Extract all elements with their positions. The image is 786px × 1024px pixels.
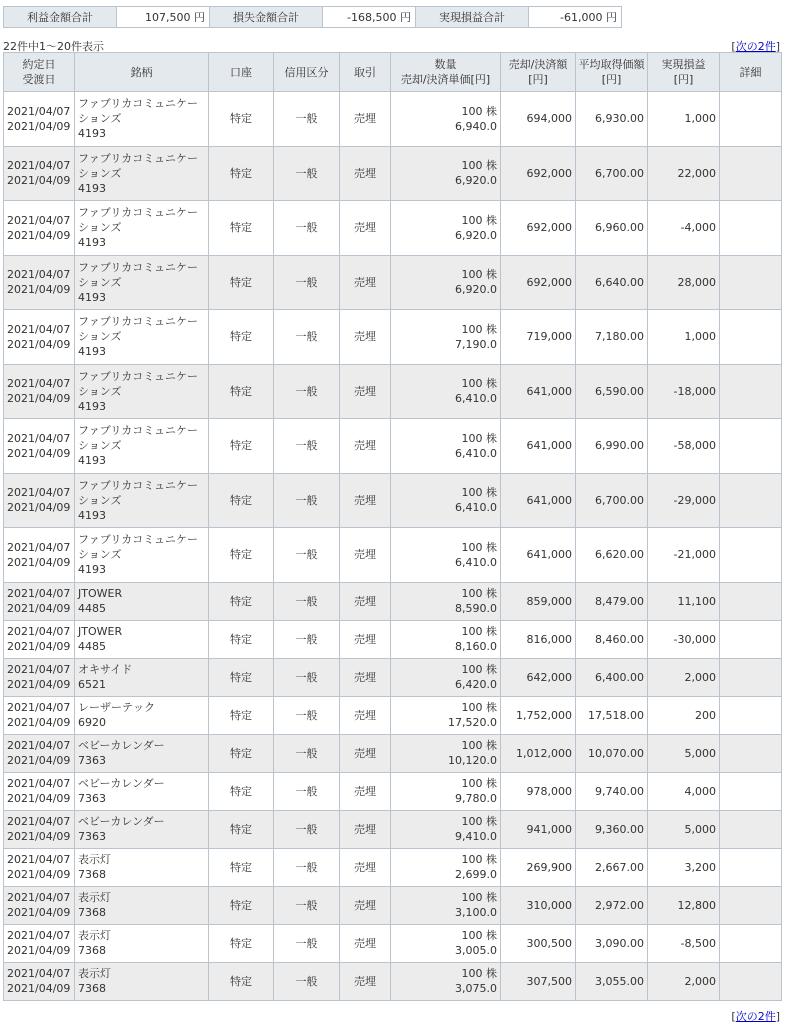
table-row [4,255,782,310]
security-code: 4193 [78,399,106,413]
security-cell [75,924,209,962]
trade-dates: 2021/04/07 2021/04/09 [4,92,75,147]
account-type: 特定 [209,848,274,886]
detail-cell [720,92,782,147]
average-cost: 2,667.00 [576,848,648,886]
table-row [4,310,782,365]
account-type: 特定 [209,92,274,147]
credit-type: 一般 [274,924,340,962]
quantity-price: 100 株 9,780.0 [391,772,501,810]
security-cell [75,810,209,848]
average-cost: 6,700.00 [576,146,648,201]
settlement-amount: 300,500 [501,924,576,962]
table-header-row [4,53,782,92]
detail-cell [720,886,782,924]
quantity-price: 100 株 6,410.0 [391,473,501,528]
credit-type: 一般 [274,582,340,620]
pager-bottom: [次の2件] [731,1010,780,1023]
quantity-price: 100 株 17,520.0 [391,696,501,734]
security-name: JTOWER [78,625,123,638]
credit-type: 一般 [274,772,340,810]
trade-type: 売埋 [340,528,391,583]
security-name: ファブリカコミュニケーションズ [78,97,199,126]
quantity-price: 100 株 3,005.0 [391,924,501,962]
realized-pl: -18,000 [648,364,720,419]
average-cost: 3,090.00 [576,924,648,962]
trade-dates: 2021/04/07 2021/04/09 [4,620,75,658]
table-row [4,364,782,419]
security-name: ファブリカコミュニケーションズ [78,206,199,235]
header-name: 銘柄 [75,53,209,92]
security-name: ファブリカコミュニケーションズ [78,424,199,453]
trade-dates: 2021/04/07 2021/04/09 [4,473,75,528]
pager-top: [次の2件] [731,40,780,53]
quantity-price: 100 株 2,699.0 [391,848,501,886]
table-row [4,473,782,528]
realized-pl: 200 [648,696,720,734]
security-name: 表示灯 [78,853,111,866]
account-type: 特定 [209,364,274,419]
quantity-price: 100 株 6,940.0 [391,92,501,147]
account-type: 特定 [209,255,274,310]
detail-cell [720,146,782,201]
settlement-amount: 859,000 [501,582,576,620]
quantity-price: 100 株 6,920.0 [391,201,501,256]
realized-pl: 11,100 [648,582,720,620]
realized-pl: -30,000 [648,620,720,658]
detail-cell [720,310,782,365]
realized-pl: 28,000 [648,255,720,310]
trade-dates: 2021/04/07 2021/04/09 [4,364,75,419]
security-code: 4193 [78,345,106,359]
security-cell [75,886,209,924]
account-type: 特定 [209,146,274,201]
settlement-amount: 692,000 [501,146,576,201]
security-cell [75,582,209,620]
table-row [4,201,782,256]
detail-cell [720,473,782,528]
account-type: 特定 [209,582,274,620]
average-cost: 6,640.00 [576,255,648,310]
account-type: 特定 [209,810,274,848]
profit-total-value: 107,500 円 [117,7,210,28]
settlement-amount: 642,000 [501,658,576,696]
detail-cell [720,772,782,810]
account-type: 特定 [209,696,274,734]
security-cell [75,696,209,734]
settlement-amount: 1,012,000 [501,734,576,772]
average-cost: 6,930.00 [576,92,648,147]
security-cell [75,962,209,1000]
detail-cell [720,528,782,583]
security-code: 6920 [78,716,106,729]
header-account: 口座 [209,53,274,92]
settlement-amount: 307,500 [501,962,576,1000]
credit-type: 一般 [274,886,340,924]
table-row [4,696,782,734]
trade-history-table [3,52,782,1001]
loss-total-label: 損失金額合計 [210,7,323,28]
next-page-link[interactable]: 次の2件 [735,40,776,53]
credit-type: 一般 [274,848,340,886]
account-type: 特定 [209,419,274,474]
trade-type: 売埋 [340,473,391,528]
average-cost: 6,400.00 [576,658,648,696]
security-name: ファブリカコミュニケーションズ [78,260,199,289]
credit-type: 一般 [274,364,340,419]
average-cost: 9,740.00 [576,772,648,810]
security-name: レーザーテック [78,701,155,714]
credit-type: 一般 [274,734,340,772]
security-cell [75,772,209,810]
realized-pl: 5,000 [648,734,720,772]
security-cell [75,528,209,583]
credit-type: 一般 [274,696,340,734]
trade-type: 売埋 [340,201,391,256]
security-code: 7368 [78,982,106,995]
security-code: 7363 [78,792,106,805]
settlement-amount: 941,000 [501,810,576,848]
quantity-price: 100 株 6,920.0 [391,255,501,310]
table-row [4,528,782,583]
header-detail: 詳細 [720,53,782,92]
security-name: ファブリカコミュニケーションズ [78,151,199,180]
detail-cell [720,620,782,658]
detail-cell [720,419,782,474]
trade-dates: 2021/04/07 2021/04/09 [4,419,75,474]
credit-type: 一般 [274,92,340,147]
trade-dates: 2021/04/07 2021/04/09 [4,201,75,256]
settlement-amount: 269,900 [501,848,576,886]
security-name: ベビーカレンダー [78,815,165,828]
trade-type: 売埋 [340,92,391,147]
quantity-price: 100 株 6,920.0 [391,146,501,201]
quantity-price: 100 株 6,410.0 [391,364,501,419]
trade-type: 売埋 [340,772,391,810]
trade-dates: 2021/04/07 2021/04/09 [4,962,75,1000]
security-name: ファブリカコミュニケーションズ [78,533,199,562]
detail-cell [720,582,782,620]
security-name: ベビーカレンダー [78,777,165,790]
security-cell [75,201,209,256]
security-name: 表示灯 [78,891,111,904]
header-avg-cost: 平均取得価額 [円] [576,53,648,92]
header-realized-pl: 実現損益 [円] [648,53,720,92]
settlement-amount: 719,000 [501,310,576,365]
realized-pl: 12,800 [648,886,720,924]
table-row [4,419,782,474]
credit-type: 一般 [274,810,340,848]
realized-pl: -4,000 [648,201,720,256]
realized-pl: -21,000 [648,528,720,583]
quantity-price: 100 株 8,160.0 [391,620,501,658]
trade-dates: 2021/04/07 2021/04/09 [4,658,75,696]
credit-type: 一般 [274,962,340,1000]
average-cost: 6,620.00 [576,528,648,583]
quantity-price: 100 株 6,410.0 [391,419,501,474]
table-row [4,848,782,886]
security-cell [75,734,209,772]
realized-pl: 3,200 [648,848,720,886]
realized-pl: -58,000 [648,419,720,474]
quantity-price: 100 株 9,410.0 [391,810,501,848]
trade-dates: 2021/04/07 2021/04/09 [4,734,75,772]
account-type: 特定 [209,620,274,658]
security-name: ファブリカコミュニケーションズ [78,315,199,344]
security-cell [75,658,209,696]
security-code: 4193 [78,290,106,304]
trade-dates: 2021/04/07 2021/04/09 [4,146,75,201]
settlement-amount: 641,000 [501,419,576,474]
trade-dates: 2021/04/07 2021/04/09 [4,528,75,583]
credit-type: 一般 [274,473,340,528]
header-quantity: 数量 売却/決済単価[円] [391,53,501,92]
trade-dates: 2021/04/07 2021/04/09 [4,582,75,620]
security-code: 7363 [78,830,106,843]
credit-type: 一般 [274,201,340,256]
header-credit: 信用区分 [274,53,340,92]
security-code: 7368 [78,868,106,881]
detail-cell [720,924,782,962]
header-amount: 売却/決済額 [円] [501,53,576,92]
settlement-amount: 692,000 [501,255,576,310]
trade-type: 売埋 [340,582,391,620]
security-cell [75,364,209,419]
trade-type: 売埋 [340,848,391,886]
security-code: 4193 [78,236,106,250]
trade-dates: 2021/04/07 2021/04/09 [4,848,75,886]
account-type: 特定 [209,772,274,810]
trade-type: 売埋 [340,419,391,474]
security-cell [75,620,209,658]
quantity-price: 100 株 6,410.0 [391,528,501,583]
security-cell [75,848,209,886]
profit-total-label: 利益金額合計 [4,7,117,28]
realized-pl: -8,500 [648,924,720,962]
security-name: ベビーカレンダー [78,739,165,752]
security-cell [75,255,209,310]
trade-dates: 2021/04/07 2021/04/09 [4,924,75,962]
settlement-amount: 641,000 [501,528,576,583]
realized-total-value: -61,000 円 [529,7,622,28]
credit-type: 一般 [274,310,340,365]
account-type: 特定 [209,962,274,1000]
trade-type: 売埋 [340,696,391,734]
table-row [4,886,782,924]
settlement-amount: 694,000 [501,92,576,147]
credit-type: 一般 [274,255,340,310]
detail-cell [720,364,782,419]
security-name: 表示灯 [78,967,111,980]
trade-type: 売埋 [340,146,391,201]
security-name: JTOWER [78,587,123,600]
account-type: 特定 [209,201,274,256]
table-row [4,810,782,848]
average-cost: 7,180.00 [576,310,648,365]
average-cost: 3,055.00 [576,962,648,1000]
quantity-price: 100 株 7,190.0 [391,310,501,365]
trade-type: 売埋 [340,886,391,924]
settlement-amount: 310,000 [501,886,576,924]
trade-dates: 2021/04/07 2021/04/09 [4,886,75,924]
trade-type: 売埋 [340,310,391,365]
realized-total-label: 実現損益合計 [416,7,529,28]
result-count: 22件中1～20件表示 [3,40,104,53]
security-code: 4193 [78,127,106,141]
next-page-link[interactable]: 次の2件 [735,1010,776,1023]
security-code: 4193 [78,454,106,468]
trade-type: 売埋 [340,924,391,962]
security-cell [75,92,209,147]
settlement-amount: 692,000 [501,201,576,256]
header-date: 約定日 受渡日 [4,53,75,92]
security-cell [75,146,209,201]
credit-type: 一般 [274,419,340,474]
security-name: ファブリカコミュニケーションズ [78,478,199,507]
trade-type: 売埋 [340,810,391,848]
table-row [4,962,782,1000]
average-cost: 17,518.00 [576,696,648,734]
security-code: 4193 [78,181,106,195]
table-row [4,734,782,772]
realized-pl: 4,000 [648,772,720,810]
trade-type: 売埋 [340,620,391,658]
trade-dates: 2021/04/07 2021/04/09 [4,255,75,310]
realized-pl: 1,000 [648,92,720,147]
realized-pl: 5,000 [648,810,720,848]
account-type: 特定 [209,310,274,365]
quantity-price: 100 株 3,100.0 [391,886,501,924]
settlement-amount: 1,752,000 [501,696,576,734]
settlement-amount: 978,000 [501,772,576,810]
credit-type: 一般 [274,620,340,658]
average-cost: 2,972.00 [576,886,648,924]
detail-cell [720,201,782,256]
security-name: オキサイド [78,663,133,676]
table-row [4,92,782,147]
trade-dates: 2021/04/07 2021/04/09 [4,772,75,810]
trade-dates: 2021/04/07 2021/04/09 [4,810,75,848]
security-name: 表示灯 [78,929,111,942]
security-code: 4193 [78,508,106,522]
detail-cell [720,734,782,772]
table-row [4,620,782,658]
security-code: 4485 [78,640,106,653]
trade-type: 売埋 [340,734,391,772]
quantity-price: 100 株 8,590.0 [391,582,501,620]
table-row [4,146,782,201]
account-type: 特定 [209,886,274,924]
trade-dates: 2021/04/07 2021/04/09 [4,310,75,365]
realized-pl: 2,000 [648,658,720,696]
quantity-price: 100 株 3,075.0 [391,962,501,1000]
settlement-amount: 641,000 [501,364,576,419]
summary-table [3,6,622,28]
security-code: 4485 [78,602,106,615]
security-code: 6521 [78,678,106,691]
average-cost: 6,700.00 [576,473,648,528]
quantity-price: 100 株 10,120.0 [391,734,501,772]
security-name: ファブリカコミュニケーションズ [78,369,199,398]
average-cost: 6,960.00 [576,201,648,256]
trade-type: 売埋 [340,255,391,310]
credit-type: 一般 [274,658,340,696]
security-code: 7363 [78,754,106,767]
average-cost: 8,479.00 [576,582,648,620]
security-cell [75,419,209,474]
account-type: 特定 [209,473,274,528]
detail-cell [720,658,782,696]
realized-pl: -29,000 [648,473,720,528]
account-type: 特定 [209,734,274,772]
realized-pl: 1,000 [648,310,720,365]
account-type: 特定 [209,924,274,962]
trade-type: 売埋 [340,658,391,696]
detail-cell [720,696,782,734]
credit-type: 一般 [274,146,340,201]
table-row [4,772,782,810]
table-row [4,924,782,962]
average-cost: 9,360.00 [576,810,648,848]
trade-type: 売埋 [340,364,391,419]
average-cost: 8,460.00 [576,620,648,658]
settlement-amount: 641,000 [501,473,576,528]
quantity-price: 100 株 6,420.0 [391,658,501,696]
table-row [4,658,782,696]
security-code: 4193 [78,563,106,577]
settlement-amount: 816,000 [501,620,576,658]
header-trade: 取引 [340,53,391,92]
account-type: 特定 [209,658,274,696]
security-cell [75,310,209,365]
credit-type: 一般 [274,528,340,583]
trade-type: 売埋 [340,962,391,1000]
average-cost: 6,990.00 [576,419,648,474]
loss-total-value: -168,500 円 [323,7,416,28]
average-cost: 10,070.00 [576,734,648,772]
detail-cell [720,255,782,310]
detail-cell [720,962,782,1000]
trade-dates: 2021/04/07 2021/04/09 [4,696,75,734]
security-code: 7368 [78,944,106,957]
account-type: 特定 [209,528,274,583]
realized-pl: 22,000 [648,146,720,201]
security-cell [75,473,209,528]
detail-cell [720,810,782,848]
average-cost: 6,590.00 [576,364,648,419]
detail-cell [720,848,782,886]
realized-pl: 2,000 [648,962,720,1000]
table-row [4,582,782,620]
security-code: 7368 [78,906,106,919]
